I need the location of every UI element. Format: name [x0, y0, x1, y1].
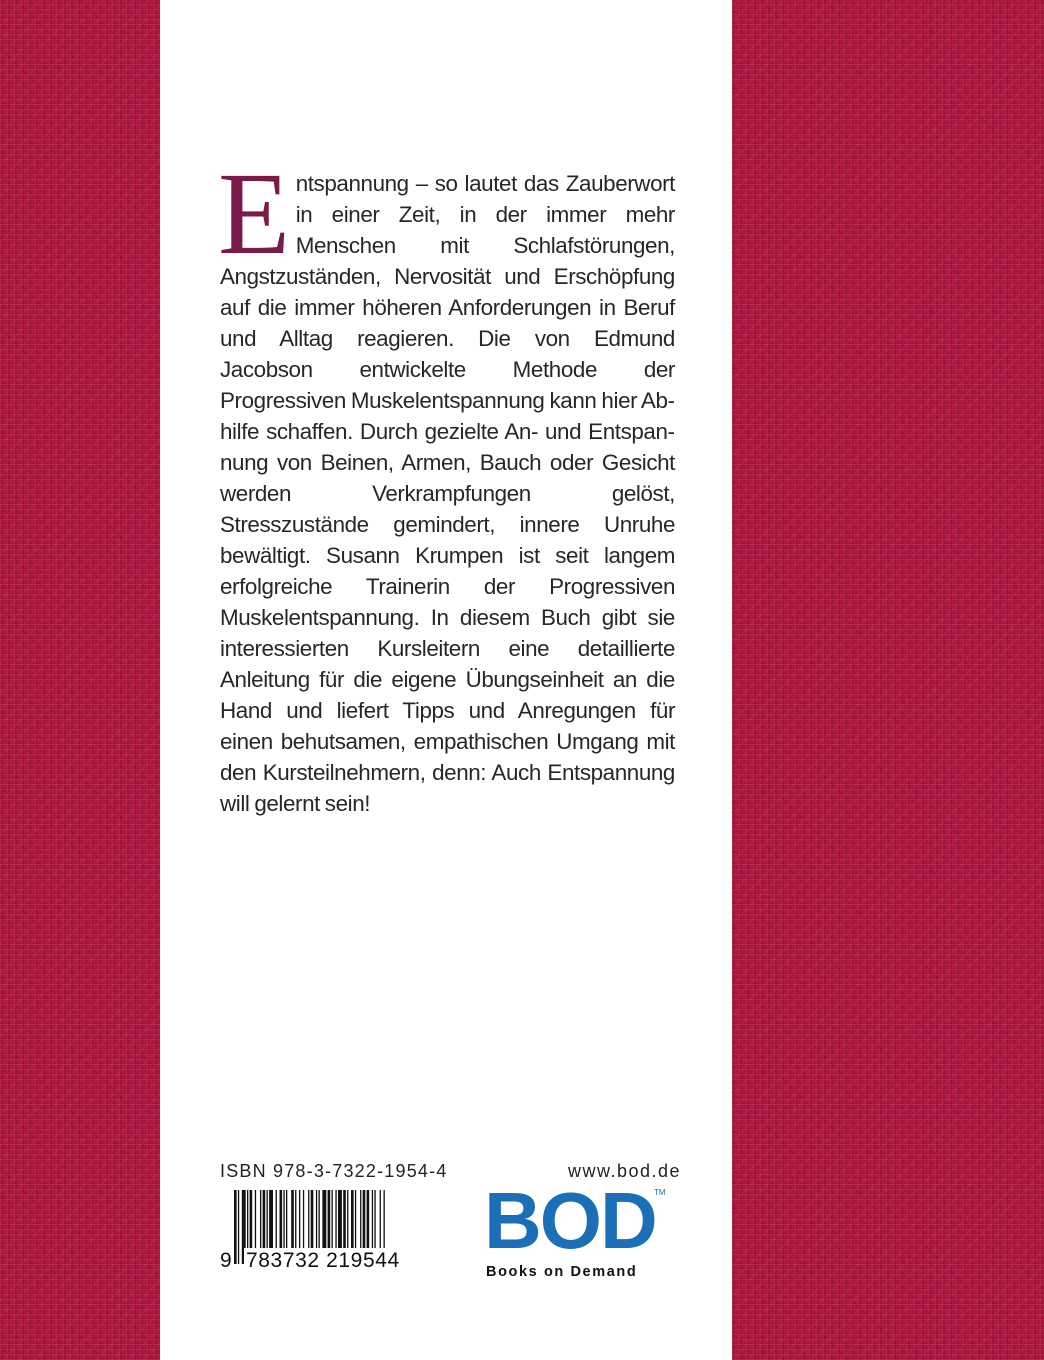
cloth-texture-right: [732, 0, 1044, 1360]
barcode-number: 783732 219544: [246, 1249, 400, 1272]
publisher-website: www.bod.de: [568, 1161, 682, 1181]
back-cover-blurb: [218, 148, 675, 819]
barcode-digits: [220, 1248, 434, 1274]
barcode: [220, 1190, 434, 1274]
bod-logo: [484, 1176, 670, 1286]
drop-cap: E: [218, 148, 290, 279]
isbn-label: ISBN 978-3-7322-1954-4: [220, 1161, 448, 1181]
bod-logo-tagline: Books on Demand: [486, 1264, 638, 1280]
trademark-mark: TM: [654, 1188, 666, 1197]
barcode-first-digit: 9: [220, 1249, 233, 1272]
cloth-texture-left: [0, 0, 160, 1360]
bod-logo-letters: BOD: [484, 1176, 656, 1265]
blurb-text: ntspannung – so lautet das Zauberwort in einer Zeit, in der immer mehr Menschen mit Schlafstörungen, Angstzuständen, Nervosität und Erschöpfung auf die immer höheren Anforderungen in Beruf und Alltag reagieren. Die von Edmund Jacobson entwickelte Methode der Progressiven Muskelentspannung kann hier Abhilfe schaffen. Durch gezielte An- und Entspannung von Beinen, Armen, Bauch oder Gesicht werden Verkrampfungen gelöst, Stresszustände gemindert, innere Unruhe bewältigt. Susann Krumpen ist seit langem erfolgreiche Trainerin der Progressiven Muskelentspannung. In diesem Buch gibt sie interessierten Kursleitern eine detaillierte Anleitung für die eigene Übungseinheit an die Hand und liefert Tipps und Anregungen für einen behutsamen, empathischen Umgang mit den Kursteilnehmern, denn: Auch Entspannung will gelernt sein!: [220, 171, 675, 816]
